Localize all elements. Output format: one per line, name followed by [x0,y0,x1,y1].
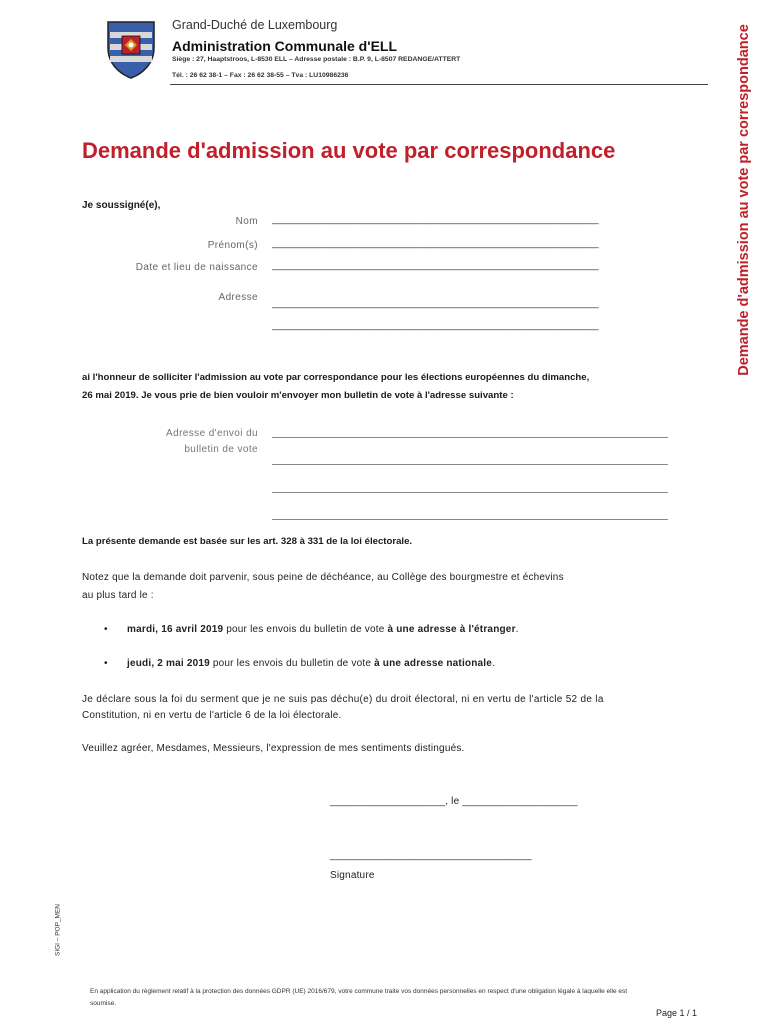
bullet-date-abroad: mardi, 16 avril 2019 [127,624,224,635]
bullet-target-abroad: à une adresse à l'étranger [387,624,516,635]
notice-line-2: au plus tard le : [82,590,154,601]
request-line-1: ai l'honneur de solliciter l'admission au vote par correspondance pour les élections européennes du dimanche, [82,372,590,383]
side-title: Demande d'admission au vote par correspondance [736,24,752,376]
send-address-line-3[interactable] [272,492,668,493]
field-label-nom: Nom [235,216,258,227]
send-address-label-2: bulletin de vote [184,444,258,455]
bullet-item-national [127,658,495,669]
send-address-label-1: Adresse d'envoi du [166,428,258,439]
closing-text: Veuillez agréer, Mesdames, Messieurs, l'expression de mes sentiments distingués. [82,743,465,754]
bullet-item-abroad [127,624,519,635]
declaration-line-1: Je déclare sous la foi du serment que je ne suis pas déchu(e) du droit électoral, ni en vertu de l'article 52 de la [82,694,604,705]
header-address: Siège : 27, Haaptstroos, L-8530 ELL – Adresse postale : B.P. 9, L-8507 REDANGE/ATTERT [172,56,461,63]
header-contact: Tél. : 26 62 38-1 – Fax : 26 62 38-55 – Tva : LU10986236 [172,72,349,79]
send-address-line-2[interactable] [272,464,668,465]
bullet-date-national: jeudi, 2 mai 2019 [127,658,210,669]
request-line-2: 26 mai 2019. Je vous prie de bien vouloir m'envoyer mon bulletin de vote à l'adresse suivante : [82,390,514,401]
place-date-field[interactable]: ____________________, le ____________________ [330,796,578,807]
signature-label: Signature [330,870,375,881]
send-address-label [78,426,258,458]
header-country: Grand-Duché de Luxembourg [172,18,338,32]
field-adresse-1[interactable]: ______________________________________________________________ [272,298,599,309]
declaration-line-2: Constitution, ni en vertu de l'article 6 de la loi électorale. [82,710,342,721]
footer-gdpr [90,986,690,1010]
bullet-dot: • [104,658,108,669]
field-label-birth: Date et lieu de naissance [135,262,258,273]
signature-field[interactable]: ___________________________________ [330,850,532,861]
field-birth[interactable]: ______________________________________________________________ [272,260,599,271]
header-administration: Administration Communale d'ELL [172,38,398,54]
footer-line-1: En application du règlement relatif à la protection des données GDPR (UE) 2016/679, votre commune traite vos données personnelles en respect d'une obligation légale à laquelle elle est [90,988,628,995]
footer-line-2: soumise. [90,1000,117,1007]
field-nom[interactable]: ______________________________________________________________ [272,214,599,225]
page-number: Page 1 / 1 [656,1008,698,1018]
bullet-end-abroad: . [515,624,519,635]
bullet-mid-national: pour les envois du bulletin de vote [209,658,375,669]
bullet-target-national: à une adresse nationale [374,658,493,669]
send-address-line-4[interactable] [272,519,668,520]
field-label-adresse: Adresse [218,292,258,303]
header-divider [170,84,708,85]
bullet-end-national: . [492,658,496,669]
notice-line-1: Notez que la demande doit parvenir, sous peine de déchéance, au Collège des bourgmestre et échevins [82,572,564,583]
legal-basis: La présente demande est basée sur les art. 328 à 331 de la loi électorale. [82,536,413,547]
page-title: Demande d'admission au vote par correspondance [82,138,616,163]
intro-text: Je soussigné(e), [82,200,161,211]
field-adresse-2[interactable]: ______________________________________________________________ [272,320,599,331]
sigi-code: SIGI – POP_MEN [54,903,62,957]
coat-of-arms-icon [106,20,156,80]
send-address-line-1[interactable] [272,437,668,438]
bullet-mid-abroad: pour les envois du bulletin de vote [223,624,388,635]
bullet-dot: • [104,624,108,635]
field-prenoms[interactable]: ______________________________________________________________ [272,238,599,249]
field-label-prenoms: Prénom(s) [207,240,258,251]
